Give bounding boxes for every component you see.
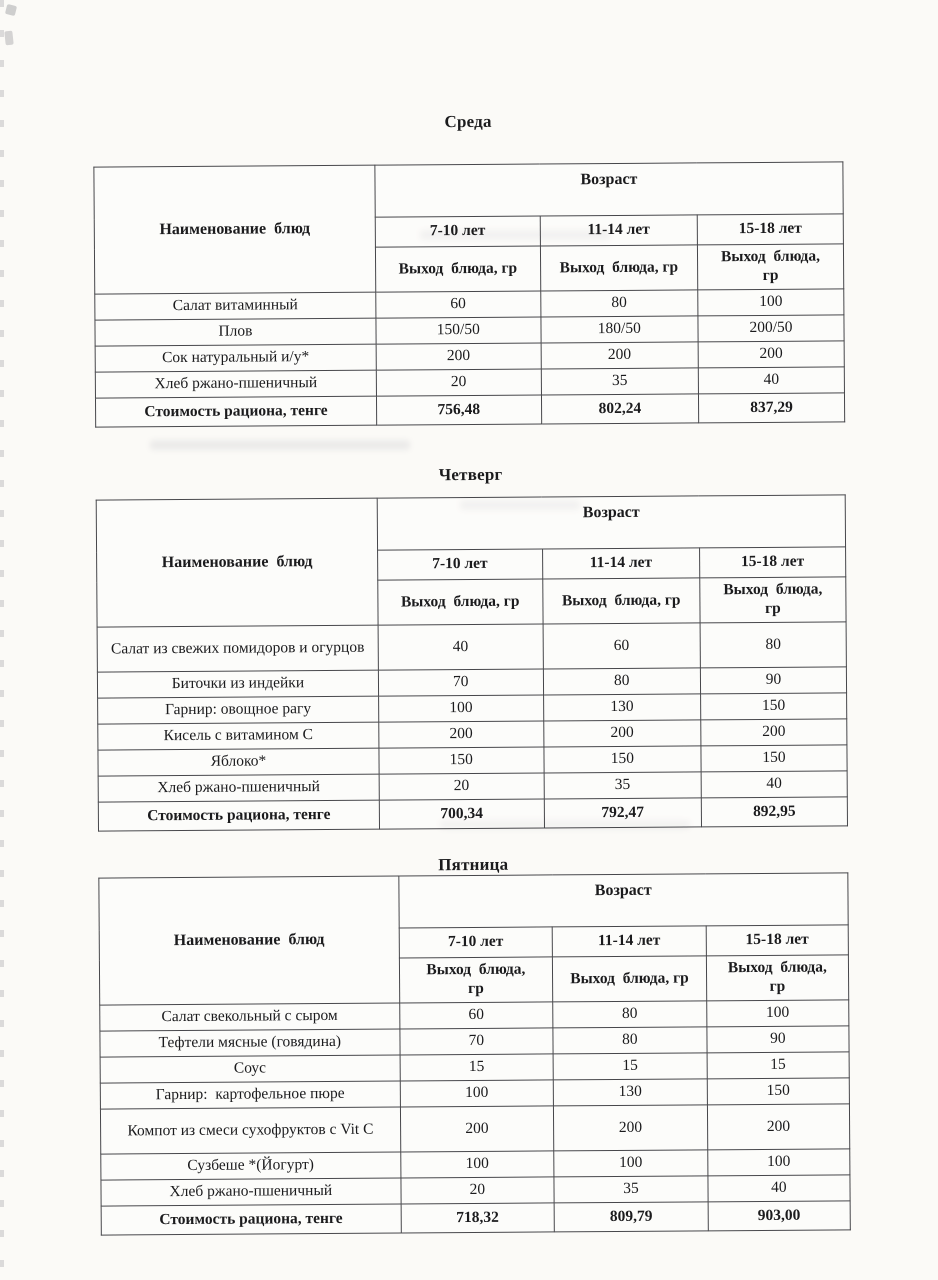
table-header-row (96, 495, 845, 552)
dish-value: 60 (399, 1002, 553, 1029)
dish-value: 60 (543, 623, 701, 669)
dish-name: Тефтели мясные (говядина) (100, 1029, 400, 1057)
age-col-header: 11-14 лет (552, 926, 706, 957)
dish-name: Соус (100, 1055, 400, 1083)
unit-header: Выход блюда, гр (540, 245, 698, 291)
dish-value: 35 (544, 772, 701, 799)
total-label: Стоимость рациона, тенге (95, 396, 376, 427)
day-title-thursday: Четверг (438, 464, 503, 485)
dish-name: Сок натуральный и/у* (95, 344, 376, 372)
dish-value: 130 (543, 694, 700, 721)
total-value: 792,47 (544, 798, 701, 828)
age-col-header: 15-18 лет (706, 925, 849, 956)
unit-header: Выход блюда, гр (375, 246, 540, 292)
unit-header: Выход блюда, гр (399, 957, 553, 1003)
dish-value: 40 (701, 771, 847, 798)
dish-name: Компот из смеси сухофруктов с Vit C (100, 1107, 400, 1154)
menu-table-thursday (96, 494, 848, 831)
dish-value: 80 (543, 668, 700, 695)
document-content (93, 109, 851, 1235)
dish-value: 150/50 (376, 317, 541, 344)
dish-value: 40 (378, 624, 543, 670)
table-row (100, 1104, 849, 1154)
dish-value: 20 (379, 773, 544, 800)
dish-value: 150 (707, 1078, 850, 1105)
unit-header: Выход блюда, гр (542, 578, 700, 624)
dish-column-header: Наименование блюд (96, 498, 378, 627)
dish-value: 80 (700, 622, 846, 668)
total-value: 903,00 (708, 1201, 851, 1231)
dish-value: 80 (553, 1001, 707, 1028)
dish-name: Салат свекольный с сыром (100, 1003, 400, 1031)
dish-value: 150 (379, 747, 544, 774)
dish-name: Гарнир: картофельное пюре (100, 1081, 400, 1109)
dish-value: 150 (701, 745, 847, 772)
dish-value: 90 (707, 1026, 850, 1053)
scan-smudge-mark (4, 31, 13, 46)
scan-edge-artifact (0, 0, 4, 1280)
dish-name: Плов (95, 318, 376, 346)
dish-value: 35 (541, 368, 698, 395)
dish-value: 70 (378, 669, 543, 696)
dish-name: Салат из свежих помидоров и огурцов (97, 625, 378, 672)
dish-value: 15 (400, 1054, 554, 1081)
total-row (95, 393, 844, 427)
dish-column-header: Наименование блюд (99, 876, 399, 1005)
dish-name: Сузбеше *(Йогурт) (101, 1152, 401, 1180)
dish-value: 200 (543, 720, 700, 747)
dish-name: Яблоко* (98, 748, 379, 776)
age-group-header: Возраст (377, 495, 845, 550)
dish-value: 70 (400, 1028, 554, 1055)
unit-header: Выход блюда, гр (553, 956, 707, 1002)
age-group-header: Возраст (398, 873, 848, 928)
table-header-row (94, 162, 843, 219)
total-value: 718,32 (401, 1203, 555, 1233)
dish-value: 100 (378, 695, 543, 722)
table-row (97, 622, 846, 672)
dish-value: 130 (553, 1079, 707, 1106)
total-value: 802,24 (541, 394, 698, 424)
unit-header: Выход блюда, гр (378, 579, 543, 625)
dish-value: 200/50 (698, 315, 844, 342)
dish-value: 80 (553, 1027, 707, 1054)
dish-name: Хлеб ржано-пшеничный (95, 370, 376, 398)
dish-value: 15 (707, 1052, 850, 1079)
dish-name: Салат витаминный (95, 292, 376, 320)
table-header-row (99, 873, 848, 930)
dish-value: 60 (376, 291, 541, 318)
age-col-header: 7-10 лет (375, 216, 540, 247)
dish-value: 180/50 (541, 316, 698, 343)
dish-name: Биточки из индейки (97, 670, 378, 698)
menu-table-friday (98, 872, 850, 1235)
total-value: 700,34 (379, 799, 544, 829)
dish-value: 200 (400, 1106, 554, 1152)
age-col-header: 7-10 лет (399, 927, 553, 958)
dish-value: 200 (707, 1104, 850, 1150)
age-col-header: 15-18 лет (699, 547, 845, 578)
dish-value: 200 (701, 719, 847, 746)
unit-header: Выход блюда, гр (697, 244, 843, 290)
dish-column-header: Наименование блюд (94, 165, 376, 294)
age-col-header: 15-18 лет (697, 214, 843, 245)
total-label: Стоимость рациона, тенге (98, 800, 379, 831)
dish-value: 200 (698, 341, 844, 368)
dish-name: Кисель с витамином С (98, 722, 379, 750)
dish-name: Хлеб ржано-пшеничный (101, 1178, 401, 1206)
dish-value: 100 (400, 1151, 554, 1178)
dish-value: 150 (544, 746, 701, 773)
age-col-header: 7-10 лет (377, 549, 542, 580)
dish-name: Гарнир: овощное рагу (98, 696, 379, 724)
age-group-header: Возраст (375, 162, 843, 217)
total-value: 837,29 (698, 393, 844, 423)
dish-value: 100 (698, 289, 844, 316)
age-col-header: 11-14 лет (540, 215, 697, 246)
total-value: 892,95 (701, 797, 847, 827)
dish-value: 200 (554, 1105, 708, 1151)
dish-value: 90 (700, 667, 846, 694)
dish-value: 100 (554, 1150, 708, 1177)
scan-smudge-mark (5, 4, 17, 16)
dish-value: 100 (400, 1080, 554, 1107)
dish-name: Хлеб ржано-пшеничный (98, 774, 379, 802)
total-label: Стоимость рациона, тенге (101, 1204, 401, 1235)
unit-header: Выход блюда, гр (700, 577, 846, 623)
dish-value: 35 (554, 1176, 708, 1203)
menu-table-wednesday (93, 161, 845, 427)
total-row (101, 1201, 850, 1235)
dish-value: 150 (700, 693, 846, 720)
dish-value: 200 (379, 721, 544, 748)
day-title-wednesday: Среда (444, 111, 492, 132)
unit-header: Выход блюда, гр (706, 955, 849, 1001)
dish-value: 15 (553, 1053, 707, 1080)
dish-value: 100 (707, 1149, 850, 1176)
dish-value: 200 (376, 343, 541, 370)
dish-value: 100 (706, 1000, 849, 1027)
dish-value: 80 (540, 290, 697, 317)
dish-value: 20 (401, 1177, 555, 1204)
dish-value: 20 (376, 369, 541, 396)
total-value: 756,48 (376, 395, 541, 425)
total-value: 809,79 (554, 1202, 708, 1232)
dish-value: 200 (541, 342, 698, 369)
dish-value: 40 (698, 367, 844, 394)
age-col-header: 11-14 лет (542, 548, 699, 579)
dish-value: 40 (708, 1175, 851, 1202)
day-title-friday: Пятница (438, 854, 509, 875)
total-row (98, 797, 847, 831)
